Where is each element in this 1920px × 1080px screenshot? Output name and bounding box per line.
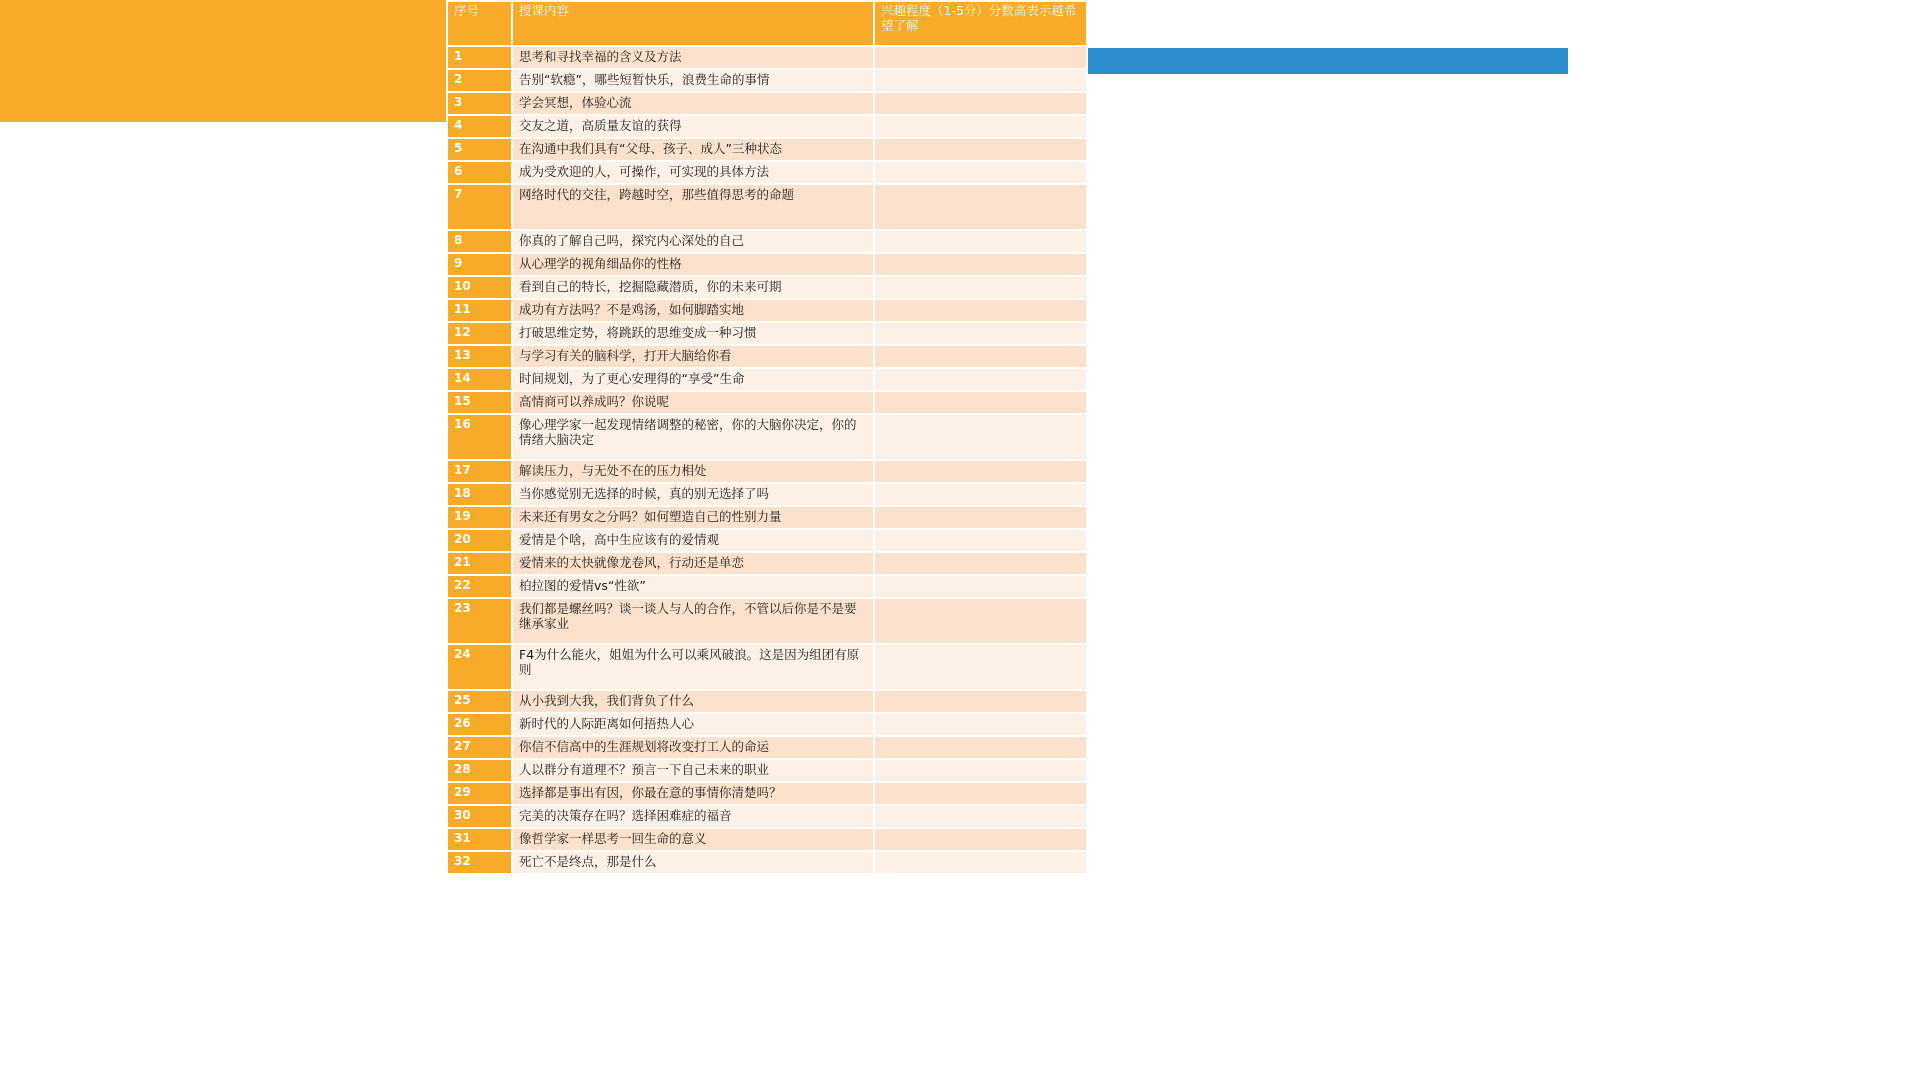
row-index: 4 — [447, 115, 512, 138]
row-index: 9 — [447, 253, 512, 276]
row-topic: 在沟通中我们具有“父母、孩子、成人”三种状态 — [512, 138, 874, 161]
row-index: 29 — [447, 782, 512, 805]
orange-decoration-block — [0, 0, 446, 122]
row-topic: 新时代的人际距离如何捂热人心 — [512, 713, 874, 736]
row-score-cell[interactable] — [874, 805, 1087, 828]
row-score-cell[interactable] — [874, 345, 1087, 368]
table-row — [447, 92, 1087, 115]
row-score-cell[interactable] — [874, 414, 1087, 460]
table-row — [447, 805, 1087, 828]
row-topic: 告别“软瘾”，哪些短暂快乐，浪费生命的事情 — [512, 69, 874, 92]
row-index: 32 — [447, 851, 512, 874]
table-row — [447, 851, 1087, 874]
row-index: 11 — [447, 299, 512, 322]
row-topic: 未来还有男女之分吗？如何塑造自己的性别力量 — [512, 506, 874, 529]
row-index: 22 — [447, 575, 512, 598]
row-topic: 死亡不是终点，那是什么 — [512, 851, 874, 874]
row-topic: 像哲学家一样思考一回生命的意义 — [512, 828, 874, 851]
row-index: 18 — [447, 483, 512, 506]
header-score: 兴趣程度（1-5分）分数高表示越希望了解 — [874, 1, 1087, 46]
row-score-cell[interactable] — [874, 184, 1087, 230]
row-index: 13 — [447, 345, 512, 368]
row-topic: 我们都是螺丝吗？谈一谈人与人的合作，不管以后你是不是要继承家业 — [512, 598, 874, 644]
course-survey-table-container — [446, 0, 1086, 875]
row-score-cell[interactable] — [874, 92, 1087, 115]
row-index: 26 — [447, 713, 512, 736]
row-index: 25 — [447, 690, 512, 713]
row-topic: 解读压力，与无处不在的压力相处 — [512, 460, 874, 483]
header-index: 序号 — [447, 1, 512, 46]
row-index: 21 — [447, 552, 512, 575]
row-index: 3 — [447, 92, 512, 115]
row-score-cell[interactable] — [874, 506, 1087, 529]
row-topic: 时间规划，为了更心安理得的“享受”生命 — [512, 368, 874, 391]
table-row — [447, 782, 1087, 805]
row-index: 16 — [447, 414, 512, 460]
table-row — [447, 736, 1087, 759]
table-row — [447, 483, 1087, 506]
table-body — [447, 46, 1087, 874]
row-topic: 从心理学的视角细品你的性格 — [512, 253, 874, 276]
row-score-cell[interactable] — [874, 460, 1087, 483]
header-topic: 授课内容 — [512, 1, 874, 46]
row-topic: 交友之道，高质量友谊的获得 — [512, 115, 874, 138]
row-topic: 当你感觉别无选择的时候，真的别无选择了吗 — [512, 483, 874, 506]
row-score-cell[interactable] — [874, 529, 1087, 552]
row-topic: 完美的决策存在吗？选择困难症的福音 — [512, 805, 874, 828]
row-topic: F4为什么能火，姐姐为什么可以乘风破浪。这是因为组团有原则 — [512, 644, 874, 690]
row-score-cell[interactable] — [874, 299, 1087, 322]
row-score-cell[interactable] — [874, 368, 1087, 391]
table-row — [447, 552, 1087, 575]
row-index: 14 — [447, 368, 512, 391]
table-row — [447, 828, 1087, 851]
row-score-cell[interactable] — [874, 115, 1087, 138]
table-row — [447, 161, 1087, 184]
table-row — [447, 575, 1087, 598]
table-row — [447, 414, 1087, 460]
row-score-cell[interactable] — [874, 575, 1087, 598]
table-row — [447, 115, 1087, 138]
row-score-cell[interactable] — [874, 552, 1087, 575]
table-row — [447, 276, 1087, 299]
table-row — [447, 759, 1087, 782]
row-index: 5 — [447, 138, 512, 161]
row-topic: 成功有方法吗？不是鸡汤，如何脚踏实地 — [512, 299, 874, 322]
table-row — [447, 529, 1087, 552]
row-score-cell[interactable] — [874, 46, 1087, 69]
table-header-row — [447, 1, 1087, 46]
row-score-cell[interactable] — [874, 851, 1087, 874]
row-topic: 柏拉图的爱情vs“性欲” — [512, 575, 874, 598]
row-topic: 成为受欢迎的人，可操作，可实现的具体方法 — [512, 161, 874, 184]
row-index: 1 — [447, 46, 512, 69]
table-row — [447, 345, 1087, 368]
table-row — [447, 391, 1087, 414]
row-topic: 网络时代的交往，跨越时空，那些值得思考的命题 — [512, 184, 874, 230]
table-row — [447, 253, 1087, 276]
row-topic: 从小我到大我，我们背负了什么 — [512, 690, 874, 713]
row-index: 8 — [447, 230, 512, 253]
row-topic: 高情商可以养成吗？你说呢 — [512, 391, 874, 414]
row-topic: 看到自己的特长，挖掘隐藏潜质，你的未来可期 — [512, 276, 874, 299]
blue-decoration-bar — [1087, 48, 1568, 74]
table-row — [447, 322, 1087, 345]
table-row — [447, 506, 1087, 529]
row-score-cell[interactable] — [874, 713, 1087, 736]
row-score-cell[interactable] — [874, 161, 1087, 184]
row-index: 19 — [447, 506, 512, 529]
row-topic: 选择都是事出有因，你最在意的事情你清楚吗？ — [512, 782, 874, 805]
table-row — [447, 46, 1087, 69]
row-score-cell[interactable] — [874, 759, 1087, 782]
table-row — [447, 690, 1087, 713]
row-topic: 你信不信高中的生涯规划将改变打工人的命运 — [512, 736, 874, 759]
row-score-cell[interactable] — [874, 69, 1087, 92]
row-index: 15 — [447, 391, 512, 414]
row-score-cell[interactable] — [874, 644, 1087, 690]
row-index: 7 — [447, 184, 512, 230]
row-topic: 你真的了解自己吗，探究内心深处的自己 — [512, 230, 874, 253]
row-score-cell[interactable] — [874, 598, 1087, 644]
table-row — [447, 460, 1087, 483]
row-score-cell[interactable] — [874, 690, 1087, 713]
table-row — [447, 644, 1087, 690]
row-index: 17 — [447, 460, 512, 483]
row-index: 23 — [447, 598, 512, 644]
row-index: 2 — [447, 69, 512, 92]
row-index: 20 — [447, 529, 512, 552]
table-row — [447, 184, 1087, 230]
row-topic: 人以群分有道理不？预言一下自己未来的职业 — [512, 759, 874, 782]
row-score-cell[interactable] — [874, 828, 1087, 851]
row-index: 27 — [447, 736, 512, 759]
table-row — [447, 368, 1087, 391]
row-topic: 思考和寻找幸福的含义及方法 — [512, 46, 874, 69]
row-index: 12 — [447, 322, 512, 345]
course-survey-table — [446, 0, 1088, 875]
row-index: 6 — [447, 161, 512, 184]
row-index: 30 — [447, 805, 512, 828]
row-score-cell[interactable] — [874, 322, 1087, 345]
row-topic: 与学习有关的脑科学，打开大脑给你看 — [512, 345, 874, 368]
table-row — [447, 230, 1087, 253]
table-row — [447, 598, 1087, 644]
row-index: 31 — [447, 828, 512, 851]
row-score-cell[interactable] — [874, 230, 1087, 253]
table-row — [447, 299, 1087, 322]
row-score-cell[interactable] — [874, 253, 1087, 276]
row-score-cell[interactable] — [874, 391, 1087, 414]
row-topic: 爱情来的太快就像龙卷风，行动还是单恋 — [512, 552, 874, 575]
table-row — [447, 138, 1087, 161]
table-row — [447, 713, 1087, 736]
row-topic: 爱情是个啥，高中生应该有的爱情观 — [512, 529, 874, 552]
row-index: 10 — [447, 276, 512, 299]
row-score-cell[interactable] — [874, 483, 1087, 506]
row-index: 28 — [447, 759, 512, 782]
table-row — [447, 69, 1087, 92]
row-score-cell[interactable] — [874, 276, 1087, 299]
row-score-cell[interactable] — [874, 138, 1087, 161]
row-topic: 学会冥想，体验心流 — [512, 92, 874, 115]
row-score-cell[interactable] — [874, 782, 1087, 805]
row-index: 24 — [447, 644, 512, 690]
row-topic: 像心理学家一起发现情绪调整的秘密，你的大脑你决定，你的情绪大脑决定 — [512, 414, 874, 460]
row-topic: 打破思维定势，将跳跃的思维变成一种习惯 — [512, 322, 874, 345]
row-score-cell[interactable] — [874, 736, 1087, 759]
